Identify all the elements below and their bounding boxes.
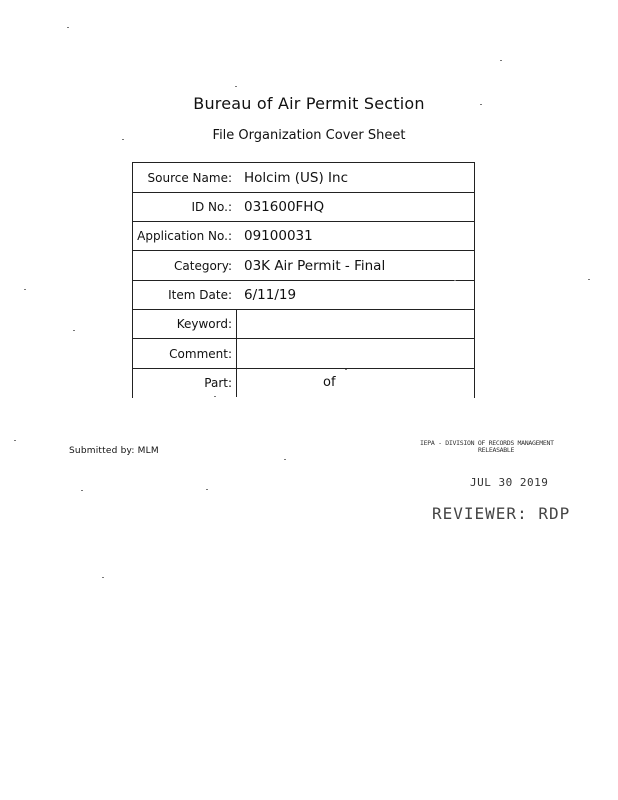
scan-speck	[14, 440, 16, 441]
form-row-part	[133, 368, 474, 397]
scan-speck	[284, 459, 286, 460]
stamp-releasable-text: RELEASABLE	[478, 446, 515, 454]
scan-speck	[345, 369, 347, 370]
comment-label: Comment:	[169, 346, 232, 361]
form-row-source-name	[133, 163, 474, 193]
scan-speck	[235, 86, 237, 87]
scan-speck	[102, 577, 104, 578]
item-date-value: 6/11/19	[244, 286, 297, 303]
scan-speck	[454, 280, 456, 281]
category-value: 03K Air Permit - Final	[244, 257, 386, 274]
application-no-label: Application No.:	[137, 228, 232, 243]
application-no-value: 09100031	[244, 227, 313, 244]
scan-speck	[81, 490, 83, 491]
source-name-label: Source Name:	[147, 170, 232, 185]
scan-speck	[24, 289, 26, 290]
scan-speck	[73, 330, 75, 331]
id-no-value: 031600FHQ	[244, 198, 325, 215]
scan-speck	[500, 60, 502, 61]
scan-speck	[67, 27, 69, 28]
scan-speck	[122, 139, 124, 140]
part-of-text: of	[323, 375, 336, 390]
form-row-keyword	[133, 309, 474, 339]
item-date-label: Item Date:	[168, 287, 232, 302]
page-subtitle: File Organization Cover Sheet	[212, 128, 406, 143]
keyword-field[interactable]	[236, 309, 474, 338]
comment-field[interactable]	[236, 339, 474, 368]
scan-speck	[588, 279, 590, 280]
stamp-reviewer: REVIEWER: RDP	[432, 504, 571, 523]
category-label: Category:	[174, 258, 232, 273]
records-stamp	[420, 436, 600, 536]
scan-speck	[480, 104, 482, 105]
submitted-by: Submitted by: MLM	[69, 446, 159, 456]
form-row-comment	[133, 339, 474, 369]
cover-sheet-form	[132, 162, 475, 398]
keyword-label: Keyword:	[176, 316, 232, 331]
stamp-division-text: IEPA - DIVISION OF RECORDS MANAGEMENT	[420, 439, 554, 447]
scan-speck	[214, 396, 216, 397]
form-row-application-no	[133, 221, 474, 251]
scan-speck	[206, 489, 208, 490]
form-row-item-date	[133, 280, 474, 310]
form-row-category	[133, 251, 474, 281]
part-label: Part:	[204, 375, 232, 390]
source-name-value: Holcim (US) Inc	[244, 169, 349, 186]
part-field[interactable]	[236, 368, 474, 397]
id-no-label: ID No.:	[191, 199, 232, 214]
stamp-date: JUL 30 2019	[470, 476, 549, 489]
form-row-id-no	[133, 192, 474, 222]
page-title: Bureau of Air Permit Section	[193, 94, 425, 113]
